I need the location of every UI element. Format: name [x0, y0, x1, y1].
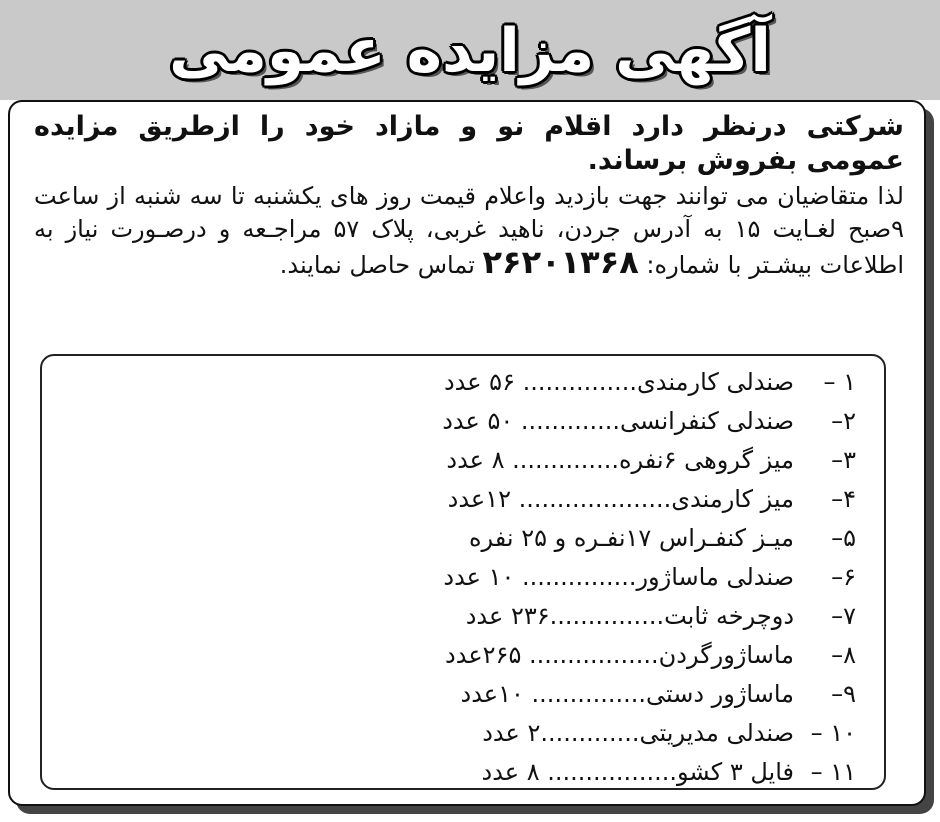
list-item: [102, 674, 856, 713]
list-item: [102, 362, 856, 401]
item-number: ۱۱ –: [810, 757, 856, 786]
item-number: ۵–: [831, 523, 856, 552]
list-item: [102, 635, 856, 674]
item-text: ماساژورگردن................. ۲۶۵عدد: [445, 640, 794, 669]
items-list: [40, 354, 886, 790]
phone-number: ۲۶۲۰۱۳۶۸: [482, 243, 639, 281]
item-text: میز گروهی ۶نفره.............. ۸ عدد: [446, 445, 794, 474]
item-text: ماساژور دستی............... ۱۰عدد: [460, 679, 794, 708]
item-number: ۳–: [831, 445, 856, 474]
item-number: ۷–: [831, 601, 856, 630]
item-text: میز کارمندی.................... ۱۲عدد: [447, 484, 794, 513]
headline: شرکتی درنظر دارد اقلام نو و مازاد خود را ازطریق مزایده عمومی بفروش برساند.: [34, 111, 904, 176]
list-item: [102, 557, 856, 596]
item-number: ۱ –: [823, 367, 856, 396]
body-text: لذا متقاضیان می توانند جهت بازدید واعلام قیمت روز های یکشنبه تا سه شنبه از ساعت ۹صبح لغـایت ۱۵ به آدرس جردن، ناهید غربی، پلاک ۵۷ مراجـعه و درصـورت نیاز به اطلاعات بیشـتر با شماره:: [34, 182, 904, 279]
list-item: [102, 479, 856, 518]
ad-body-panel: [8, 100, 926, 806]
intro-section: [34, 110, 904, 282]
list-item: [102, 752, 856, 791]
item-number: ۲–: [831, 406, 856, 435]
list-item: [102, 596, 856, 635]
item-number: ۹–: [831, 679, 856, 708]
list-item: [102, 401, 856, 440]
item-text: دوچرخه ثابت...............۲۳۶ عدد: [465, 601, 794, 630]
list-item: [102, 713, 856, 752]
item-text: میـز کنفـراس ۱۷نفـره و ۲۵ نفره: [468, 523, 794, 552]
item-text: فایل ۳ کشو................. ۸ عدد: [481, 757, 794, 786]
item-number: ۴–: [831, 484, 856, 513]
item-text: صندلی کنفرانسی............. ۵۰ عدد: [442, 406, 794, 435]
item-text: صندلی کارمندی............... ۵۶ عدد: [443, 367, 794, 396]
item-number: ۱۰ –: [810, 718, 856, 747]
item-text: صندلی ماساژور............... ۱۰ عدد: [443, 562, 794, 591]
item-text: صندلی مدیریتی.............۲ عدد: [482, 718, 794, 747]
item-number: ۸–: [831, 640, 856, 669]
title-band: [0, 0, 940, 100]
ad-title: آگهی مزایده عمومی: [169, 16, 771, 86]
list-item: [102, 518, 856, 557]
item-number: ۶–: [831, 562, 856, 591]
closing-text: تماس حاصل نمایند.: [279, 251, 475, 279]
list-item: [102, 440, 856, 479]
body-paragraph: [34, 180, 904, 282]
